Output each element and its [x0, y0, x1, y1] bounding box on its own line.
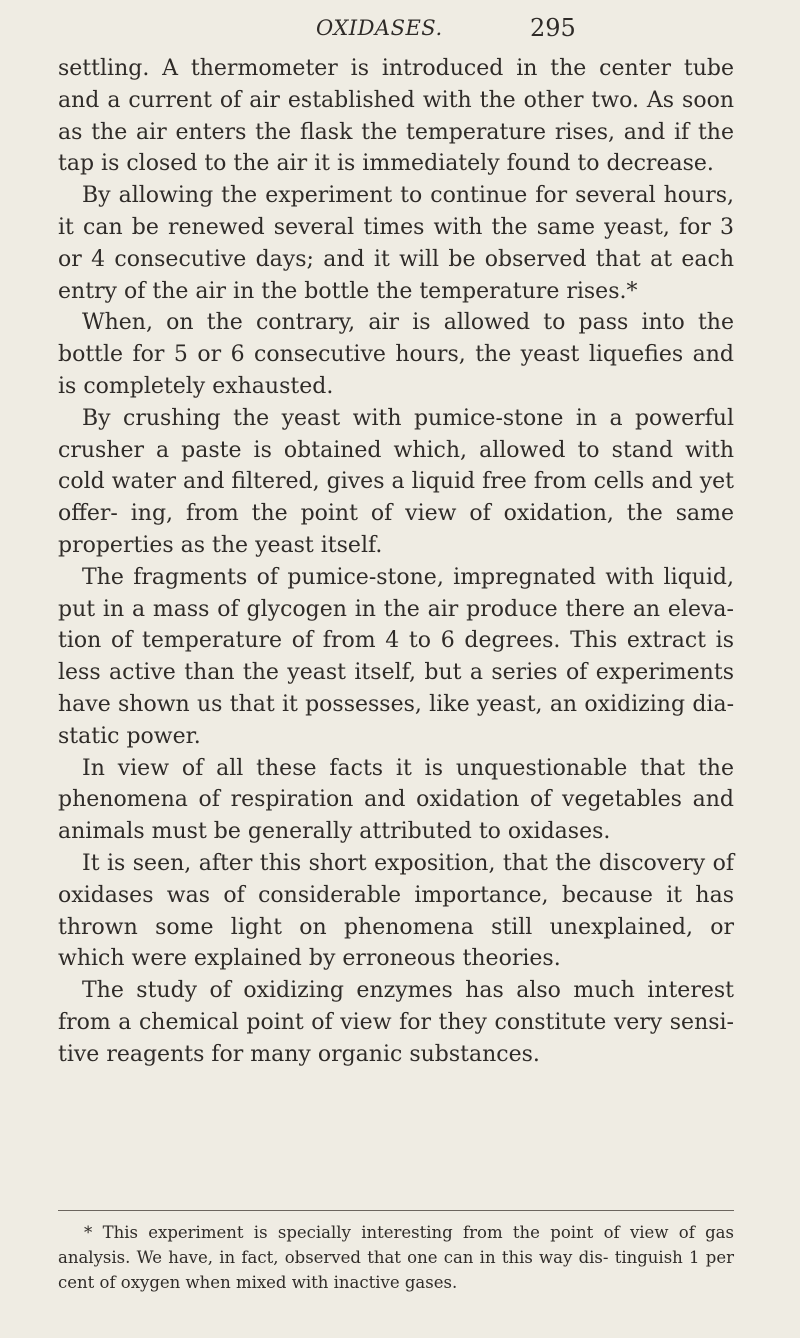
footnote-divider — [58, 1210, 734, 1211]
paragraph-8: The study of oxidizing enzymes has also much interest from a chemical point of view for they constitute very sensi- tive reagents for many organic substances. — [58, 978, 734, 1067]
body-text — [58, 53, 734, 1071]
footnote: * This experiment is specially interesting from the point of view of gas analysis. We have, in fact, observed that one can in this way dis- tinguish 1 per cent of oxygen when mixed with inactive gases. — [58, 1223, 734, 1292]
paragraph-1: settling. A thermometer is introduced in the center tube and a current of air established with the other two. As soon as the air enters the flask the temperature rises, and if the tap is closed to the air it is immediately found to decrease. — [58, 56, 734, 177]
paragraph-6: In view of all these facts it is unquestionable that the phenomena of respiration and oxidation of vegetables and animals must be generally attributed to oxidases. — [58, 755, 734, 845]
paragraph-2: By allowing the experiment to continue for several hours, it can be renewed several times with the same yeast, for 3 or 4 consecutive days; and it will be observed that at each entry of the air in the bottle the temperature rises.* — [58, 183, 734, 304]
page-number: 295 — [530, 14, 576, 42]
paragraph-5: The fragments of pumice-stone, impregnated with liquid, put in a mass of glycogen in the air produce there an eleva- tion of temperature of from 4 to 6 degrees. This extract is less active than the yeast itself, but a series of experiments have shown us that it possesses, like yeast, an oxidizing dia- static power. — [58, 564, 734, 749]
paragraph-3: When, on the contrary, air is allowed to pass into the bottle for 5 or 6 consecutive hours, the yeast liquefies and is completely exhausted. — [58, 310, 734, 399]
running-title: OXIDASES. — [316, 16, 443, 40]
paragraph-4: By crushing the yeast with pumice-stone in a powerful crusher a paste is obtained which, allowed to stand with cold water and filtered, gives a liquid free from cells and yet offer- ing, from the point of view of oxidation, the same properties as the yeast itself. — [58, 405, 734, 558]
page-header — [0, 13, 800, 43]
paragraph-7: It is seen, after this short exposition, that the discovery of oxidases was of considerable importance, because it has thrown some light on phenomena still unexplained, or which were explained by erroneous theories. — [58, 850, 734, 972]
